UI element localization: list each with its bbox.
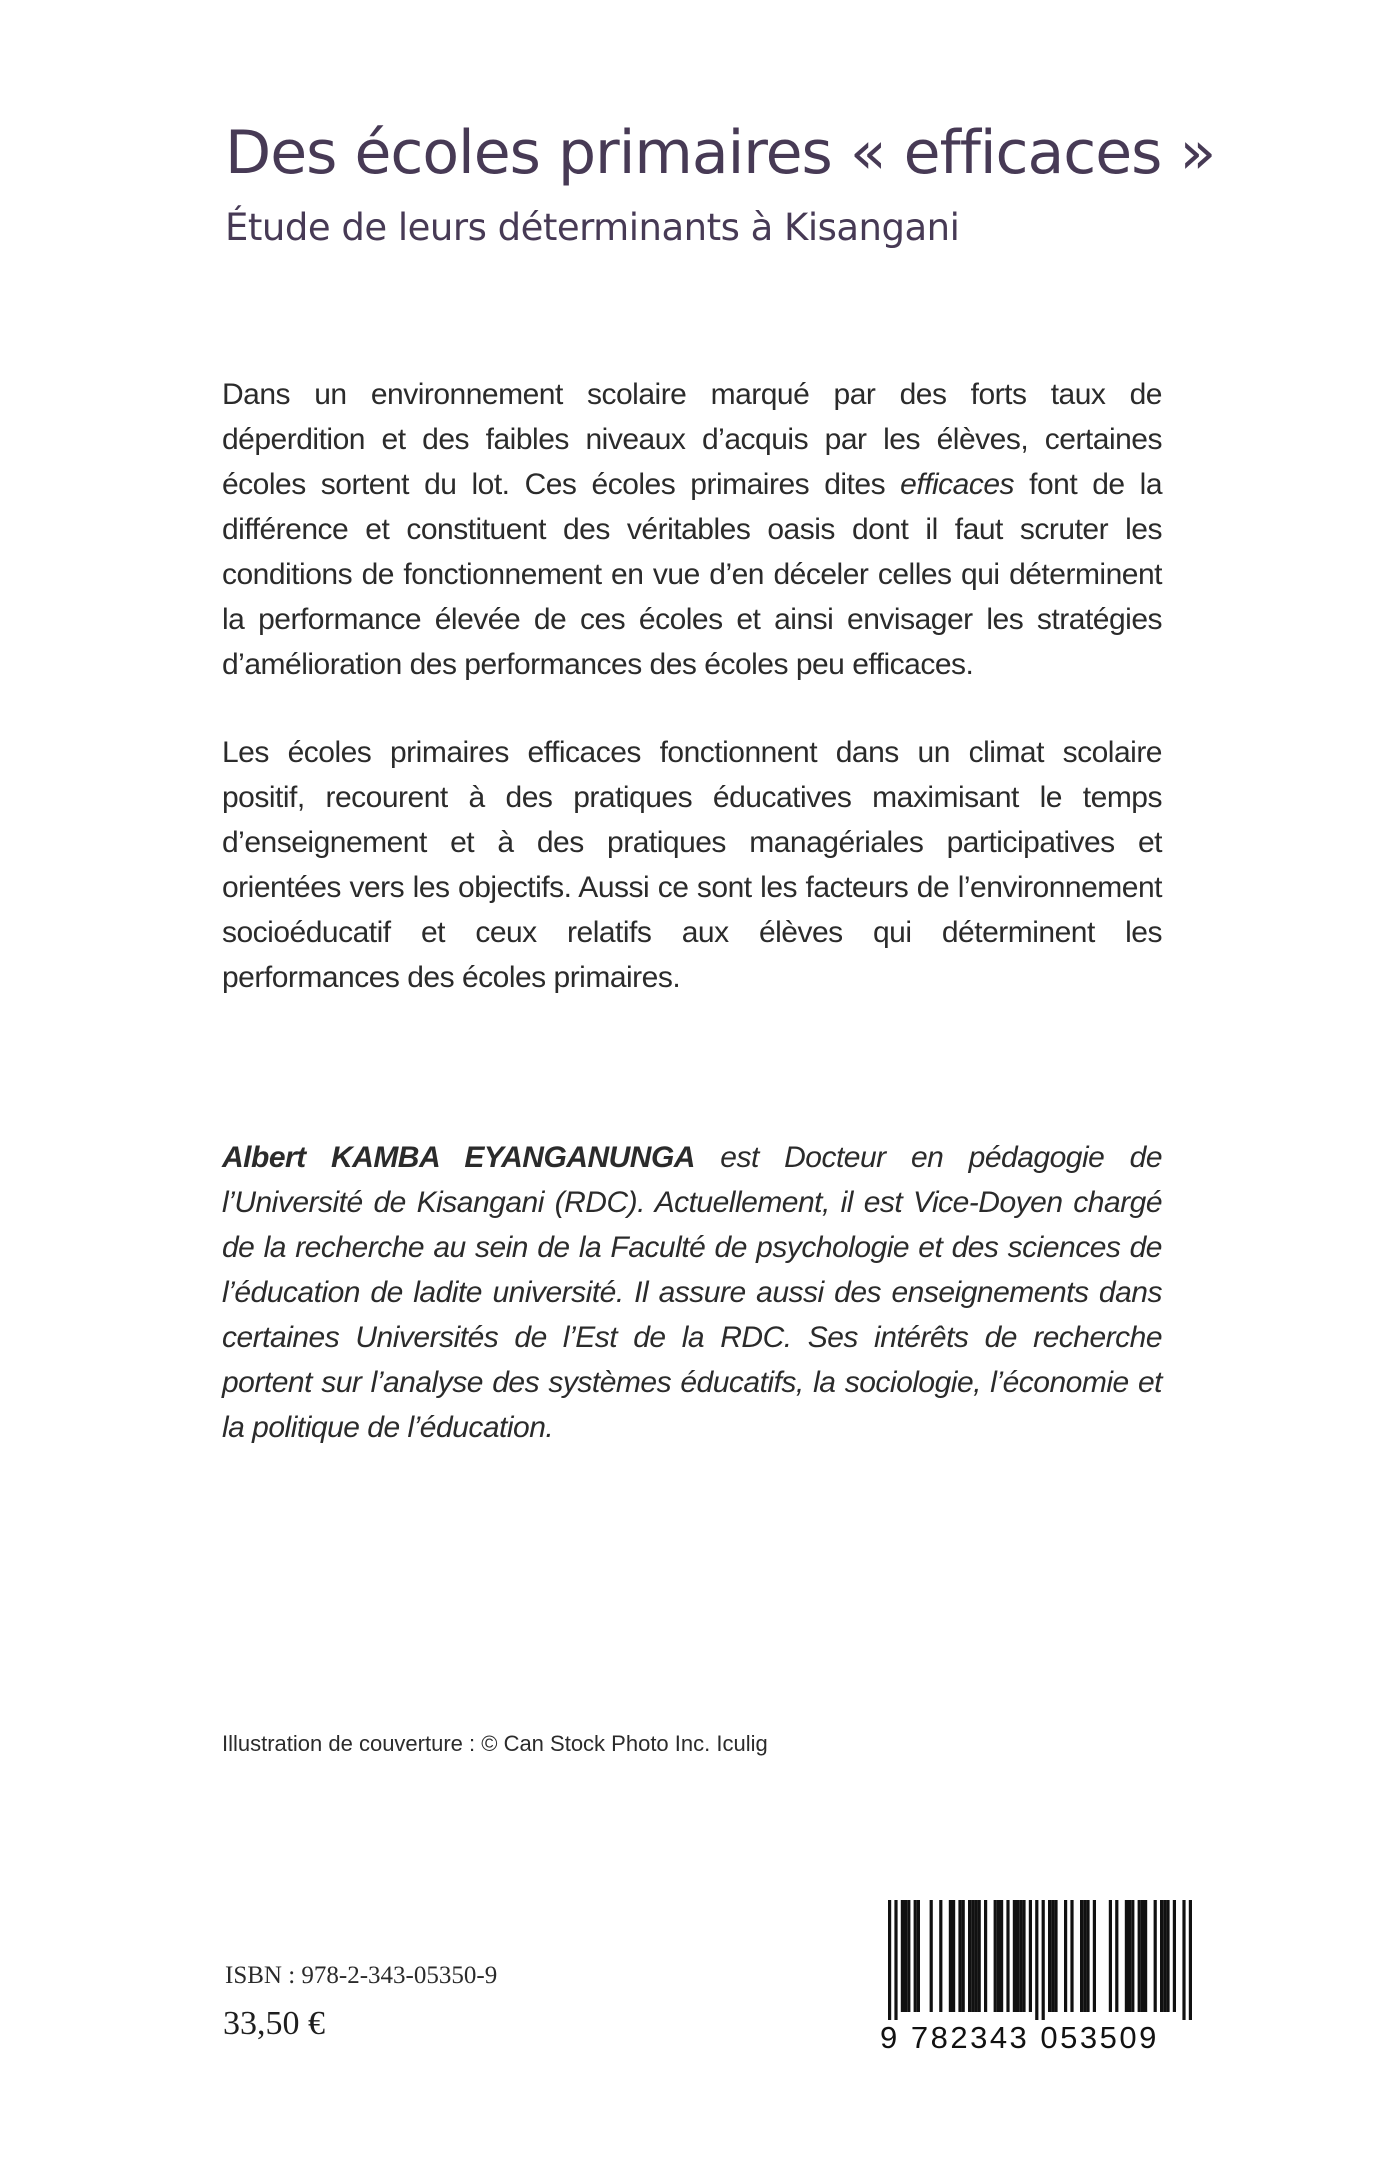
barcode-bar	[930, 1900, 933, 2012]
illustration-credit: Illustration de couverture : © Can Stock Photo Inc. Iculig	[222, 1731, 768, 1756]
summary-paragraph-1-start: Dans un environnement scolaire marqué par des forts taux de déperdition et des faibles niveaux d’acquis par les élèves, certaines écoles sortent du lot. Ces écoles primaires dites	[222, 378, 1162, 501]
author-name: Albert KAMBA EYANGANUNGA	[222, 1141, 695, 1174]
barcode-bar	[1173, 1900, 1176, 2012]
barcode-bar	[1054, 1900, 1057, 2012]
barcode-bar	[984, 1900, 987, 2012]
barcode-bar	[1160, 1900, 1163, 2012]
barcode-bar	[1042, 1900, 1045, 2020]
summary-paragraph-1-end: font de la différence et constituent des véritables oasis dont il faut scruter les conditions de fonctionnement en vue d’en déceler celles qui déterminent la performance élevée de ces écoles et ainsi envisager les stratégies d’amélioration des performances des écoles peu efficaces.	[222, 468, 1163, 681]
barcode-bar	[974, 1900, 977, 2012]
barcode-bar	[997, 1900, 1000, 2012]
barcode-bar	[1029, 1900, 1032, 2012]
barcode-bar	[978, 1900, 981, 2012]
barcode-bar	[1125, 1900, 1128, 2012]
barcode-bar	[1115, 1900, 1118, 2012]
barcode-bar	[1109, 1900, 1112, 2012]
barcode-bar	[1064, 1900, 1067, 2012]
barcode-bar	[917, 1900, 920, 2012]
barcode-bar	[1163, 1900, 1166, 2012]
barcode-bar	[952, 1900, 955, 2012]
barcode-bar	[1144, 1900, 1147, 2012]
barcode	[880, 1900, 1220, 2066]
barcode-bar	[962, 1900, 965, 2012]
barcode-bars	[888, 1900, 1218, 2020]
barcode-bar	[1070, 1900, 1073, 2012]
barcode-bar	[1035, 1900, 1038, 2020]
barcode-bar	[1083, 1900, 1086, 2012]
barcode-bar	[1128, 1900, 1131, 2012]
barcode-bar	[1016, 1900, 1019, 2012]
barcode-bar	[1019, 1900, 1022, 2012]
barcode-bar	[1166, 1900, 1169, 2012]
book-subtitle: Étude de leurs déterminants à Kisangani	[225, 206, 960, 249]
barcode-bar	[1189, 1900, 1192, 2020]
author-bio	[222, 1135, 1162, 1450]
barcode-bar	[949, 1900, 952, 2012]
barcode-bar	[907, 1900, 910, 2012]
barcode-bar	[894, 1900, 897, 2020]
book-title: Des écoles primaires « efficaces »	[225, 118, 1216, 188]
barcode-bar	[1006, 1900, 1009, 2012]
barcode-bar	[1093, 1900, 1096, 2012]
barcode-bar	[1051, 1900, 1054, 2012]
barcode-bar	[1141, 1900, 1144, 2012]
barcode-bar	[1048, 1900, 1051, 2012]
barcode-bar	[901, 1900, 904, 2012]
barcode-bar	[1086, 1900, 1089, 2012]
price: 33,50 €	[223, 2005, 325, 2042]
isbn: ISBN : 978-2-343-05350-9	[225, 1962, 498, 1989]
barcode-bar	[1131, 1900, 1134, 2012]
summary-paragraph-2: Les écoles primaires efficaces fonctionnent dans un climat scolaire positif, recourent à des pratiques éducatives maximisant le temps d’enseignement et à des pratiques managériales participatives et orientées vers les objectifs. Aussi ce sont les facteurs de l’environnement socioéducatif et ceux relatifs aux élèves qui déterminent les performances des écoles primaires.	[222, 736, 1162, 994]
barcode-bar	[958, 1900, 961, 2012]
barcode-bar	[994, 1900, 997, 2012]
barcode-bar	[1080, 1900, 1083, 2012]
author-bio-text: est Docteur en pédagogie de l’Université de Kisangani (RDC). Actuellement, il est Vice-Doyen chargé de la recherche au sein de la Faculté de psychologie et des sciences de l’éducation de ladite université. Il assure aussi des enseignements dans certaines Universités de l’Est de la RDC. Ses intérêts de recherche portent sur l’analyse des systèmes éducatifs, la sociologie, l’économie et la politique de l’éducation.	[222, 1141, 1162, 1444]
summary-paragraph-1	[222, 372, 1162, 687]
barcode-bar	[888, 1900, 891, 2020]
barcode-bar	[914, 1900, 917, 2012]
barcode-bar	[1022, 1900, 1025, 2012]
barcode-bar	[1013, 1900, 1016, 2012]
barcode-bar	[1154, 1900, 1157, 2012]
summary-emphasis: efficaces	[900, 468, 1015, 501]
barcode-bar	[939, 1900, 942, 2012]
barcode-bar	[904, 1900, 907, 2012]
barcode-bar	[1182, 1900, 1185, 2020]
barcode-bar	[1000, 1900, 1003, 2012]
barcode-bar	[968, 1900, 971, 2012]
barcode-bar	[971, 1900, 974, 2012]
barcode-bar	[1138, 1900, 1141, 2012]
barcode-digits: 9 782343 053509	[880, 2020, 1159, 2055]
